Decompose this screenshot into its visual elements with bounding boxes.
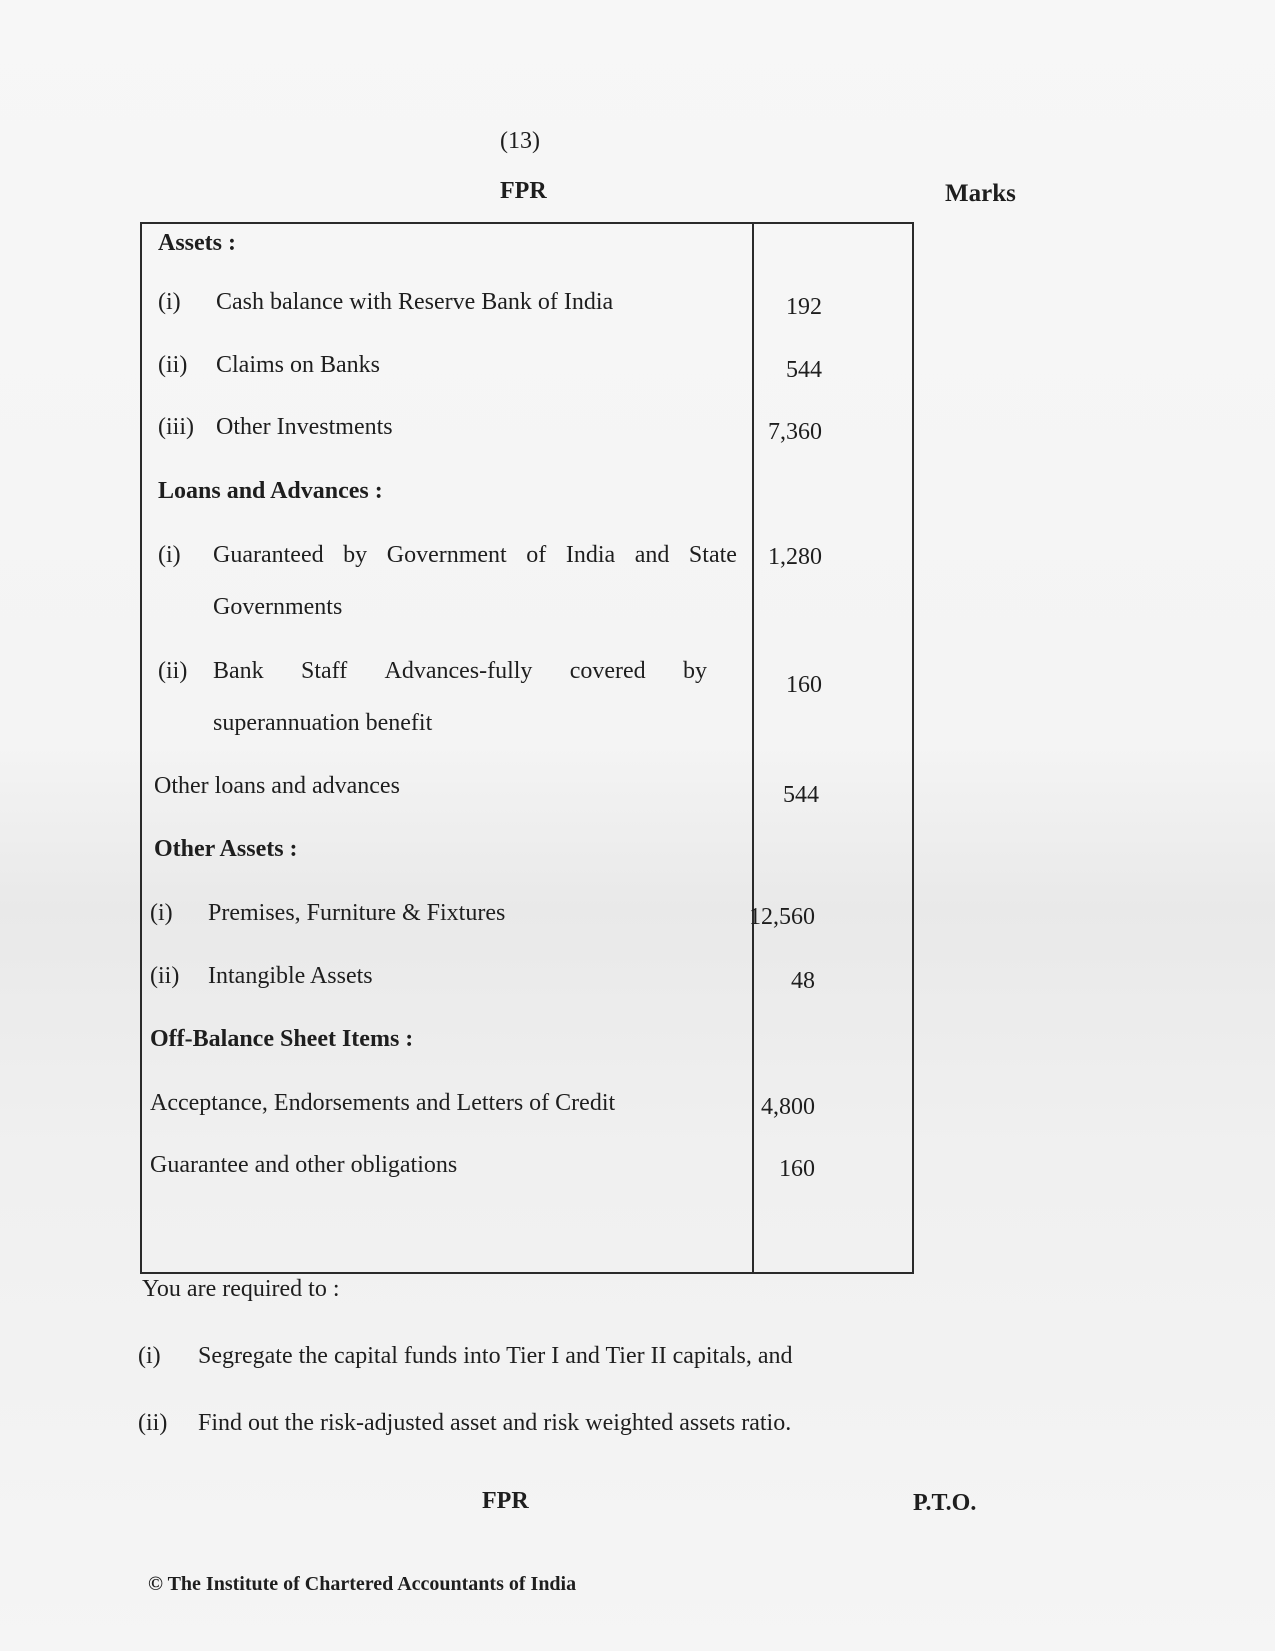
row-label: Other Investments [216, 414, 393, 440]
requirement-roman: (ii) [138, 1410, 168, 1436]
row-roman: (i) [158, 289, 181, 315]
row-value: 544 [786, 357, 822, 383]
table-row [150, 900, 505, 927]
other-loans-label: Other loans and advances [154, 773, 400, 799]
requirement-item [138, 1410, 791, 1437]
row-roman: (ii) [158, 352, 188, 378]
requirement-text: Find out the risk-adjusted asset and risk weighted assets ratio. [198, 1410, 792, 1436]
word: by [682, 658, 707, 684]
word: India [565, 542, 616, 568]
word: Guaranteed [213, 542, 324, 568]
row-value: 48 [791, 968, 815, 994]
row-label: Claims on Banks [216, 352, 381, 378]
word: and [634, 542, 670, 568]
assets-heading: Assets : [158, 230, 236, 256]
word: by [343, 542, 368, 568]
loans-heading: Loans and Advances : [158, 478, 383, 504]
row-value: 160 [779, 1156, 815, 1182]
row-label-continued: superannuation benefit [213, 710, 433, 736]
copyright-notice: © The Institute of Chartered Accountants of India [148, 1573, 577, 1595]
table-row [158, 414, 393, 441]
row-value: 1,280 [768, 544, 822, 570]
pto-label: P.T.O. [913, 1490, 977, 1516]
obs-label: Acceptance, Endorsements and Letters of Credit [150, 1090, 616, 1116]
word: Bank [213, 658, 264, 684]
row-roman: (ii) [150, 963, 180, 989]
table-row [158, 289, 613, 316]
row-label: Intangible Assets [208, 963, 373, 989]
row-label-justified [213, 542, 737, 569]
marks-label: Marks [945, 180, 1016, 207]
row-label-justified [213, 658, 707, 685]
word: Staff [300, 658, 348, 684]
row-roman: (iii) [158, 414, 194, 440]
word: Advances-fully [384, 658, 533, 684]
row-value: 4,800 [761, 1094, 815, 1120]
table-row [150, 963, 373, 990]
obs-label: Guarantee and other obligations [150, 1152, 458, 1178]
off-balance-heading: Off-Balance Sheet Items : [150, 1026, 414, 1052]
row-value: 160 [786, 672, 822, 698]
row-value: 544 [783, 782, 819, 808]
word: covered [569, 658, 646, 684]
row-value: 12,560 [749, 904, 815, 930]
header-paper-code: FPR [500, 178, 547, 204]
requirement-text: Segregate the capital funds into Tier I and Tier II capitals, and [198, 1343, 793, 1369]
requirements-intro: You are required to : [142, 1276, 340, 1302]
row-roman: (i) [158, 542, 181, 568]
word: State [688, 542, 737, 568]
row-label: Cash balance with Reserve Bank of India [216, 289, 614, 315]
requirement-item [138, 1343, 793, 1370]
word: Government [386, 542, 507, 568]
row-value: 192 [786, 294, 822, 320]
row-label-continued: Governments [213, 594, 343, 620]
word: of [526, 542, 547, 568]
row-value: 7,360 [768, 419, 822, 445]
balance-sheet-table [140, 222, 914, 1274]
requirement-roman: (i) [138, 1343, 161, 1369]
page-number: (13) [500, 128, 540, 154]
other-assets-heading: Other Assets : [154, 836, 298, 862]
row-roman: (ii) [158, 658, 188, 684]
row-roman: (i) [150, 900, 173, 926]
footer-paper-code: FPR [482, 1488, 529, 1514]
row-label: Premises, Furniture & Fixtures [208, 900, 506, 926]
table-row [158, 352, 380, 379]
